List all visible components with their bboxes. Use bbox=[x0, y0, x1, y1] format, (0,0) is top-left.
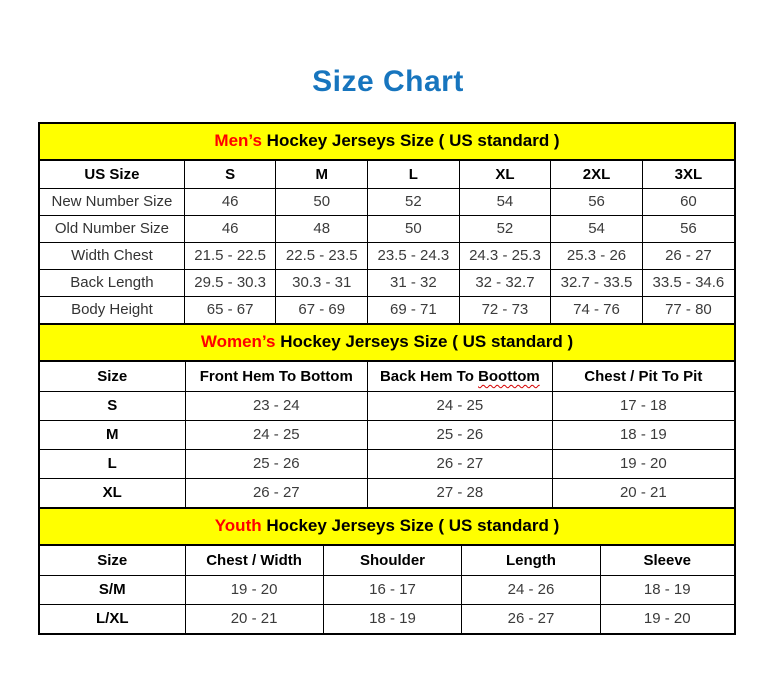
youth-header-row bbox=[40, 546, 734, 575]
mens-cell: 52 bbox=[368, 188, 460, 215]
womens-cell: 17 - 18 bbox=[552, 391, 734, 420]
mens-cell: 31 - 32 bbox=[368, 269, 460, 296]
youth-col-header-size: Size bbox=[40, 546, 185, 575]
mens-col-header-us-size: US Size bbox=[40, 161, 184, 188]
section-womens bbox=[40, 323, 734, 507]
womens-cell: 27 - 28 bbox=[368, 478, 553, 507]
mens-cell: 30.3 - 31 bbox=[276, 269, 368, 296]
youth-size-table bbox=[40, 546, 734, 633]
mens-row-body-height bbox=[40, 296, 734, 323]
section-mens bbox=[40, 124, 734, 323]
womens-header-row bbox=[40, 362, 734, 391]
youth-cell: 18 - 19 bbox=[323, 604, 462, 633]
mens-cell: 54 bbox=[551, 215, 643, 242]
mens-row-label: New Number Size bbox=[40, 188, 184, 215]
womens-cell: 18 - 19 bbox=[552, 420, 734, 449]
mens-col-header-3xl: 3XL bbox=[642, 161, 734, 188]
mens-section-heading bbox=[40, 124, 734, 161]
mens-cell: 77 - 80 bbox=[642, 296, 734, 323]
mens-cell: 69 - 71 bbox=[368, 296, 460, 323]
womens-section-heading bbox=[40, 323, 734, 362]
mens-cell: 21.5 - 22.5 bbox=[184, 242, 276, 269]
mens-cell: 46 bbox=[184, 215, 276, 242]
mens-row-label: Old Number Size bbox=[40, 215, 184, 242]
mens-row-old-number-size bbox=[40, 215, 734, 242]
mens-size-table bbox=[40, 161, 734, 323]
youth-cell: 20 - 21 bbox=[185, 604, 323, 633]
youth-cell: 16 - 17 bbox=[323, 575, 462, 604]
youth-cell: 19 - 20 bbox=[185, 575, 323, 604]
womens-heading-highlight: Women’s bbox=[200, 332, 276, 351]
youth-cell: 18 - 19 bbox=[600, 575, 734, 604]
womens-cell: 26 - 27 bbox=[185, 478, 368, 507]
mens-col-header-s: S bbox=[184, 161, 276, 188]
youth-cell: 26 - 27 bbox=[462, 604, 600, 633]
youth-col-header-chest-width: Chest / Width bbox=[185, 546, 323, 575]
mens-cell: 33.5 - 34.6 bbox=[642, 269, 734, 296]
mens-row-label: Width Chest bbox=[40, 242, 184, 269]
mens-row-label: Back Length bbox=[40, 269, 184, 296]
womens-cell: 24 - 25 bbox=[368, 391, 553, 420]
womens-row-label: M bbox=[40, 420, 185, 449]
womens-heading-rest: Hockey Jerseys Size ( US standard ) bbox=[275, 332, 574, 351]
mens-heading-highlight: Men’s bbox=[214, 131, 262, 150]
mens-cell: 72 - 73 bbox=[459, 296, 551, 323]
youth-heading-rest: Hockey Jerseys Size ( US standard ) bbox=[261, 516, 560, 535]
mens-cell: 23.5 - 24.3 bbox=[368, 242, 460, 269]
mens-cell: 60 bbox=[642, 188, 734, 215]
back-hem-header-prefix: Back Hem To bbox=[379, 367, 479, 385]
womens-cell: 24 - 25 bbox=[185, 420, 368, 449]
mens-col-header-l: L bbox=[368, 161, 460, 188]
back-hem-misspelled-word: Boottom bbox=[478, 367, 540, 385]
size-chart bbox=[38, 122, 736, 635]
womens-cell: 19 - 20 bbox=[552, 449, 734, 478]
womens-row-m bbox=[40, 420, 734, 449]
womens-size-table bbox=[40, 362, 734, 507]
youth-section-heading bbox=[40, 507, 734, 546]
womens-row-label: XL bbox=[40, 478, 185, 507]
mens-cell: 22.5 - 23.5 bbox=[276, 242, 368, 269]
section-youth bbox=[40, 507, 734, 633]
womens-col-header-back-hem bbox=[368, 362, 553, 391]
mens-row-new-number-size bbox=[40, 188, 734, 215]
mens-cell: 32.7 - 33.5 bbox=[551, 269, 643, 296]
mens-cell: 25.3 - 26 bbox=[551, 242, 643, 269]
mens-cell: 32 - 32.7 bbox=[459, 269, 551, 296]
mens-row-width-chest bbox=[40, 242, 734, 269]
womens-row-label: S bbox=[40, 391, 185, 420]
mens-header-row bbox=[40, 161, 734, 188]
womens-col-header-chest-pit: Chest / Pit To Pit bbox=[552, 362, 734, 391]
womens-row-xl bbox=[40, 478, 734, 507]
mens-cell: 46 bbox=[184, 188, 276, 215]
mens-row-back-length bbox=[40, 269, 734, 296]
mens-cell: 54 bbox=[459, 188, 551, 215]
mens-cell: 67 - 69 bbox=[276, 296, 368, 323]
youth-heading-highlight: Youth bbox=[214, 516, 262, 535]
mens-heading-rest: Hockey Jerseys Size ( US standard ) bbox=[261, 131, 560, 150]
page-title: Size Chart bbox=[312, 65, 464, 98]
youth-cell: 24 - 26 bbox=[462, 575, 600, 604]
womens-cell: 20 - 21 bbox=[552, 478, 734, 507]
mens-cell: 24.3 - 25.3 bbox=[459, 242, 551, 269]
youth-cell: 19 - 20 bbox=[600, 604, 734, 633]
youth-col-header-sleeve: Sleeve bbox=[600, 546, 734, 575]
womens-cell: 25 - 26 bbox=[368, 420, 553, 449]
mens-cell: 29.5 - 30.3 bbox=[184, 269, 276, 296]
mens-cell: 50 bbox=[276, 188, 368, 215]
mens-cell: 56 bbox=[642, 215, 734, 242]
youth-row-sm bbox=[40, 575, 734, 604]
womens-cell: 26 - 27 bbox=[368, 449, 553, 478]
mens-row-label: Body Height bbox=[40, 296, 184, 323]
mens-cell: 52 bbox=[459, 215, 551, 242]
mens-cell: 74 - 76 bbox=[551, 296, 643, 323]
mens-col-header-xl: XL bbox=[459, 161, 551, 188]
womens-row-l bbox=[40, 449, 734, 478]
mens-cell: 26 - 27 bbox=[642, 242, 734, 269]
youth-col-header-length: Length bbox=[462, 546, 600, 575]
mens-cell: 65 - 67 bbox=[184, 296, 276, 323]
womens-row-label: L bbox=[40, 449, 185, 478]
youth-row-label: S/M bbox=[40, 575, 185, 604]
womens-cell: 25 - 26 bbox=[185, 449, 368, 478]
mens-cell: 50 bbox=[368, 215, 460, 242]
mens-cell: 48 bbox=[276, 215, 368, 242]
womens-cell: 23 - 24 bbox=[185, 391, 368, 420]
womens-col-header-size: Size bbox=[40, 362, 185, 391]
youth-row-lxl bbox=[40, 604, 734, 633]
youth-row-label: L/XL bbox=[40, 604, 185, 633]
womens-row-s bbox=[40, 391, 734, 420]
mens-cell: 56 bbox=[551, 188, 643, 215]
mens-col-header-m: M bbox=[276, 161, 368, 188]
youth-col-header-shoulder: Shoulder bbox=[323, 546, 462, 575]
mens-col-header-2xl: 2XL bbox=[551, 161, 643, 188]
womens-col-header-front-hem: Front Hem To Bottom bbox=[185, 362, 368, 391]
